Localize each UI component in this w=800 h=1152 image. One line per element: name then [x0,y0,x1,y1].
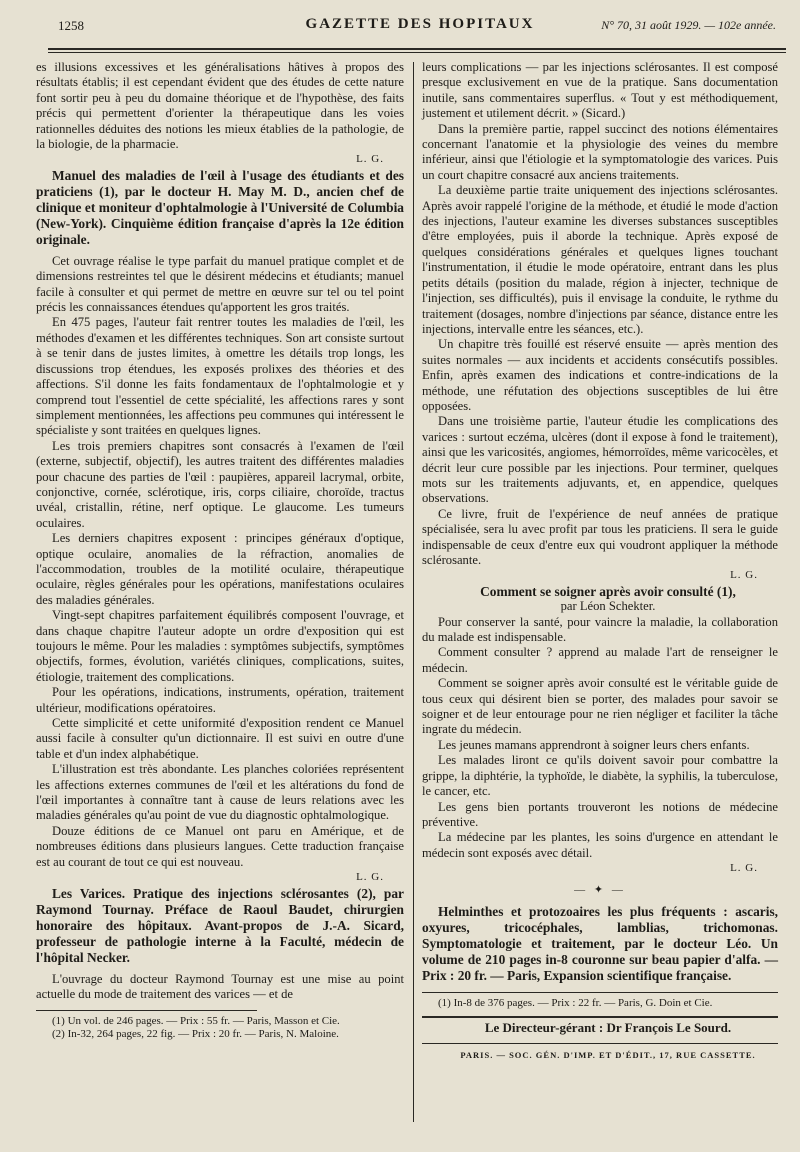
paragraph: Les jeunes mamans apprendront à soigner leurs chers enfants. [438,737,750,752]
paragraph: Pour conserver la santé, pour vaincre la maladie, la collaboration du malade est indispensable. [422,614,778,645]
paragraph: Douze éditions de ce Manuel ont paru en Amérique, et de nombreuses éditions dans plusieurs langues. Cette traduction française est au courant de tout ce qui est nouveau. [36,823,404,869]
paragraph: Dans la première partie, rappel succinct des notions élémentaires concernant l'anatomie et la physiologie des veines du membre inférieur, ainsi que l'étiologie et la symptomatologie des varices. Puis un court chapitre consacré aux anciens traitements. [422,121,778,182]
director-line: Le Directeur-gérant : Dr François Le Sourd. [484,1019,732,1035]
header-rule-thin [48,52,786,53]
page-number: 1258 [58,18,84,33]
paragraph: leurs complications — par les injections sclérosantes. Il est composé presque exclusivement en vue de la pratique. Sans documentation inutile, sans commentaires superflus. « Tout y est méthodiquement, justement et utilement décrit. » (Sicard.) [422,60,778,121]
paragraph: Les trois premiers chapitres sont consacrés à l'examen de l'œil (externe, subjectif, objectif), les autres traitent des différentes maladies pour chacune des parties de l'œil : paupières, appareil lacrymal, orbite, conjonctive, cornée, sclérotique, iris, corps ciliaire, choroïde, tractus uvéal, cristallin, rétine, nerf optique. Le glaucome. Les tumeurs oculaires. [36,438,404,530]
review-heading-eye-manual: Manuel des maladies de l'œil à l'usage des étudiants et des praticiens (1), par le docteur H. May M. D., ancien chef de clinique et moniteur d'ophtalmologie à l'Université de Columbia (New-York). Cinquième édition française d'après la 12e édition originale. [36,167,404,247]
column-divider [413,62,414,1122]
paragraph: Cette simplicité et cette uniformité d'exposition rendent ce Manuel aussi facile à consulter qu'un dictionnaire. Il est suivi en outre d'une table et d'un index alphabétique. [36,716,404,761]
paragraph: Les gens bien portants trouveront les notions de médecine préventive. [422,799,778,829]
paragraph: Vingt-sept chapitres parfaitement équilibrés composent l'ouvrage, et dans chaque chapitre l'auteur adopte un ordre d'exposition qui est toujours le même. Pour les maladies : symptômes subjectifs, symptômes objectifs, formes, évolution, variétés cliniques, complications, suites, étiologie, traitement des complications. [36,608,404,684]
footnote-rule [36,1010,257,1011]
paragraph: Les malades liront ce qu'ils doivent savoir pour combattre la grippe, la diphtérie, la typhoïde, le diabète, la syphilis, la tuberculose, le cancer, etc. [422,753,778,799]
paragraph: L'illustration est très abondante. Les planches coloriées représentent les affections externes communes de l'œil et les altérations du fond de l'œil importantes à connaître tant à cause de leurs relations avec les maladies générales qu'au point de vue du diagnostic ophtalmologique. [36,762,404,823]
header-rule-thick [48,48,786,50]
review-heading-helminthes: Helminthes et protozoaires les plus fréquents : ascaris, oxyures, tricocéphales, lamblias, trichomonas. Symptomatologie et traitement, par le docteur Léo. Un volume de 210 pages in-8 couronne sur beau papier d'alfa. — Prix : 20 fr. — Paris, Expansion scientifique française. [422,903,778,983]
paragraph: En 475 pages, l'auteur fait rentrer toutes les maladies de l'œil, les méthodes d'examen et les différentes techniques. Son art consiste surtout à se tenir dans de justes limites, à omettre les détails trop longs, les discussions trop étendues, les exposés prolixes des théories et des affections. S'il donne les faits fondamentaux de l'ophtalmologie et y comprend tout l'essentiel de cette spécialité, les affections rares y sont simplement mentionnées, les affections peu communes qui intéressent le spécialiste y sont traitées en quelques lignes. [36,315,404,438]
paragraph: es illusions excessives et les généralisations hâtives à propos des résultats établis; il est cependant évident que des études de cette nature font sortir peu à peu du domaine théorique et de l'hypothèse, des faits précis qui permettent d'orienter la thérapeutique dans les voies rationnelles déduites des notions les mieux établies de la pathologie, de la biologie, de la pharmacie. [36,60,404,152]
paragraph: La deuxième partie traite uniquement des injections sclérosantes. Après avoir rappelé l'origine de la méthode, et étudié le mode d'action des injections, l'auteur examine les diverses substances susceptibles d'être employées, puis il aborde la technique. Après exposé de quelques considérations générales et quelques lignes touchant l'instrumentation, il étudie le mode opératoire, entrant dans les plus petits détails (position du malade, région à injecter, technique de l'injection, ses difficultés), puis il envisage la conduite, le rythme du traitement (dosages, nombre d'injections par séance, distance entre les injections, intervalle entre les séances, etc.). [422,183,778,336]
left-column [36,60,404,1130]
review-signature: L. G. [730,569,758,582]
review-author-line: par Léon Schekter. [560,599,656,614]
review-heading-comment-se-soigner: Comment se soigner après avoir consulté (1), [480,583,736,599]
review-signature: L. G. [356,153,384,166]
journal-title: GAZETTE DES HOPITAUX [305,16,535,32]
paragraph: Cet ouvrage réalise le type parfait du manuel pratique complet et de dimensions restreintes tel que le désirent médecins et étudiants; manuel facile à consulter et qui permet de mettre en œuvre sur tel ou tel point précis les connaissances étendues qu'apportent les gros traités. [36,253,404,315]
paragraph: La médecine par les plantes, les soins d'urgence en attendant le médecin sont exposés avec détail. [422,830,778,860]
paragraph: Les derniers chapitres exposent : principes généraux d'optique, optique oculaire, anomalies de la réfraction, anomalies de l'accommodation, troubles de la motilité oculaire, thérapeutique oculaire, règles générales pour les opérations, manifestations oculaires des maladies générales. [36,531,404,607]
review-heading-varices: Les Varices. Pratique des injections sclérosantes (2), par Raymond Tournay. Préface de Raoul Baudet, chirurgien honoraire des hôpitaux. Avant-propos de J.-A. Sicard, professeur de pathologie interne à la Faculté, médecin de l'hôpital Necker. [36,885,404,965]
page-header [58,16,782,44]
footnote-rule [422,992,778,993]
paragraph: Pour les opérations, indications, instruments, opération, traitement ultérieur, modifications opératoires. [36,685,404,715]
section-separator: — ✦ — [574,883,626,896]
footnote: (1) In-8 de 376 pages. — Prix : 22 fr. — Paris, G. Doin et Cie. [438,996,713,1009]
paragraph: Comment consulter ? apprend au malade l'art de renseigner le médecin. [422,645,778,675]
director-rule [422,1016,778,1018]
review-signature: L. G. [356,871,384,884]
paragraph: Dans une troisième partie, l'auteur étudie les complications des varices : surtout eczéma, ulcères (dont il expose à fond le traitement), ainsi que les varicosités, angiomes, hémorroïdes, même varicocèles, et décrit leur cure possible par les injections. Pour terminer, quelques mots sur les traitements adjuvants, et, en appendice, quelques observations. [422,414,778,506]
paragraph: Ce livre, fruit de l'expérience de neuf années de pratique spécialisée, sera lu avec profit par tous les praticiens. Il sera le guide indispensable de ceux d'entre eux qui voudront appliquer la méthode sclérosante. [422,506,778,567]
review-signature: L. G. [730,862,758,875]
footnote: (1) Un vol. de 246 pages. — Prix : 55 fr. — Paris, Masson et Cie. [52,1015,340,1028]
printer-line: PARIS. — SOC. GÉN. D'IMP. ET D'ÉDIT., 17, RUE CASSETTE. [460,1050,756,1061]
issue-info: N° 70, 31 août 1929. — 102e année. [601,18,776,32]
paragraph: Un chapitre très fouillé est réservé ensuite — après mention des suites normales — aux incidents et accidents consécutifs possibles. Enfin, après examen des indications et contre-indications de la méthode, une réfutation des objections susceptibles de lui être opposées. [422,337,778,413]
paragraph: Comment se soigner après avoir consulté est le véritable guide de tous ceux qui désirent bien se porter, des malades pour savoir se soigner et de leur entourage pour ne rien négliger et faciliter la tâche ingrate du médecin. [422,676,778,737]
paragraph: L'ouvrage du docteur Raymond Tournay est une mise au point actuelle du mode de traitement des varices — et de [36,971,404,1001]
printer-rule [422,1043,778,1044]
right-column [422,60,778,1140]
footnote: (2) In-32, 264 pages, 22 fig. — Prix : 20 fr. — Paris, N. Maloine. [52,1028,339,1041]
